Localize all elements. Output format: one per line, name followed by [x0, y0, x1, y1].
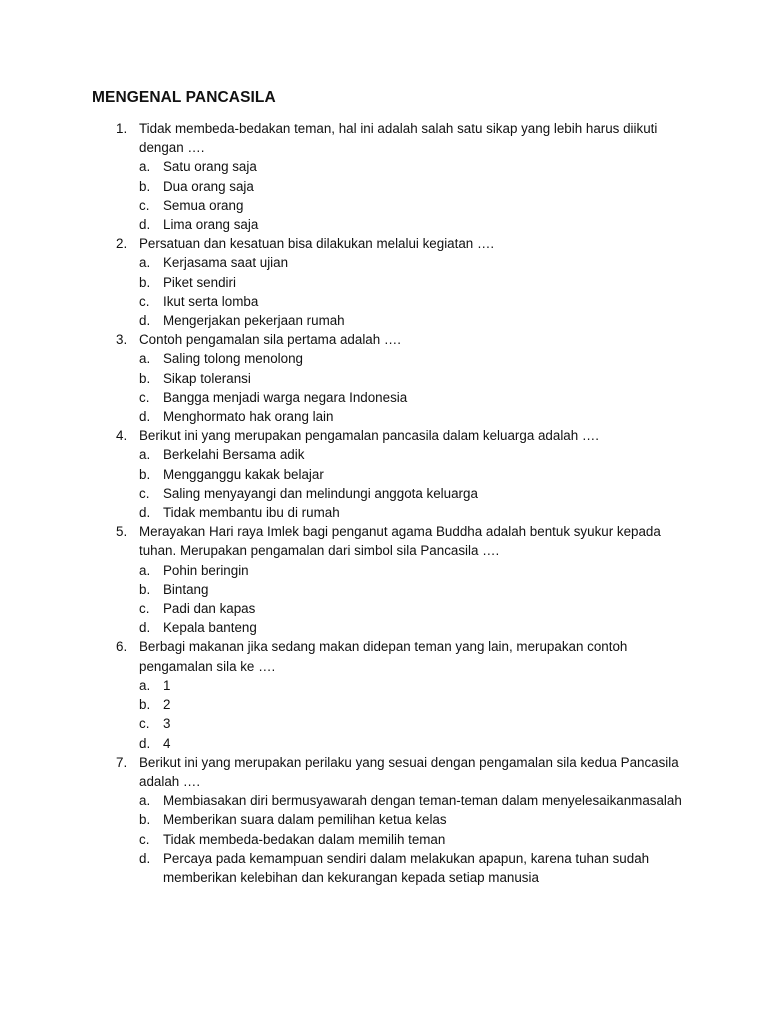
option-list [0, 157, 768, 234]
option-letter: b. [139, 812, 151, 828]
option-text: Bangga menjadi warga negara Indonesia [163, 389, 408, 405]
option-item [0, 388, 768, 407]
option-text: Kerjasama saat ujian [163, 255, 289, 271]
option-item [0, 465, 768, 484]
option-item [0, 253, 768, 272]
option-letter: c. [139, 293, 150, 309]
option-letter: d. [139, 850, 151, 866]
option-text: Memberikan suara dalam pemilihan ketua kelas [163, 812, 447, 828]
option-text: 1 [163, 677, 171, 693]
option-letter: d. [139, 505, 151, 521]
option-text: Kepala banteng [163, 620, 257, 636]
option-letter: a. [139, 159, 151, 175]
option-letter: b. [139, 697, 151, 713]
option-letter: b. [139, 274, 151, 290]
option-letter: c. [139, 389, 150, 405]
option-letter: d. [139, 735, 151, 751]
option-list [0, 561, 768, 638]
option-item [0, 791, 768, 810]
question-item [0, 637, 768, 752]
option-item [0, 196, 768, 215]
option-item [0, 407, 768, 426]
option-item [0, 830, 768, 849]
question-item [0, 330, 768, 426]
option-item [0, 561, 768, 580]
option-item [0, 734, 768, 753]
option-text: Pohin beringin [163, 562, 249, 578]
option-text: Dua orang saja [163, 178, 254, 194]
option-letter: a. [139, 255, 151, 271]
option-item [0, 484, 768, 503]
option-letter: b. [139, 370, 151, 386]
option-text: Membiasakan diri bermusyawarah dengan teman-teman dalam menyelesaikanmasalah [163, 793, 682, 809]
option-item [0, 445, 768, 464]
option-text: 4 [163, 735, 171, 751]
option-text: Piket sendiri [163, 274, 236, 290]
option-letter: a. [139, 793, 151, 809]
option-item [0, 177, 768, 196]
question-text: Merayakan Hari raya Imlek bagi penganut agama Buddha adalah bentuk syukur kepada tuhan. Merupakan pengamalan dari simbol sila Pancasila …. [139, 524, 661, 559]
option-letter: c. [139, 197, 150, 213]
option-letter: b. [139, 581, 151, 597]
option-list [0, 253, 768, 330]
option-item [0, 618, 768, 637]
option-text: Semua orang [163, 197, 244, 213]
option-item [0, 369, 768, 388]
question-item [0, 234, 768, 330]
option-item [0, 503, 768, 522]
question-number: 7. [116, 754, 128, 770]
option-letter: d. [139, 217, 151, 233]
option-text: Bintang [163, 581, 209, 597]
option-item [0, 695, 768, 714]
page-title: MENGENAL PANCASILA [92, 89, 276, 106]
question-number: 4. [116, 428, 128, 444]
option-text: Lima orang saja [163, 217, 259, 233]
option-letter: b. [139, 466, 151, 482]
question-text: Berbagi makanan jika sedang makan didepan teman yang lain, merupakan contoh pengamalan sila ke …. [139, 639, 628, 674]
option-letter: d. [139, 620, 151, 636]
option-item [0, 157, 768, 176]
option-item [0, 311, 768, 330]
option-letter: a. [139, 562, 151, 578]
question-text: Tidak membeda-bedakan teman, hal ini adalah salah satu sikap yang lebih harus diikuti dengan …. [139, 121, 658, 156]
question-number: 2. [116, 236, 128, 252]
option-item [0, 714, 768, 733]
question-number: 3. [116, 332, 128, 348]
option-list [0, 791, 768, 887]
option-text: Mengganggu kakak belajar [163, 466, 324, 482]
question-item [0, 119, 768, 234]
option-text: Mengerjakan pekerjaan rumah [163, 313, 345, 329]
option-text: Padi dan kapas [163, 601, 256, 617]
option-letter: a. [139, 677, 151, 693]
option-item [0, 349, 768, 368]
option-text: Saling menyayangi dan melindungi anggota keluarga [163, 485, 478, 501]
question-text: Persatuan dan kesatuan bisa dilakukan melalui kegiatan …. [139, 236, 495, 252]
question-number: 5. [116, 524, 128, 540]
question-text: Contoh pengamalan sila pertama adalah …. [139, 332, 402, 348]
option-item [0, 292, 768, 311]
option-text: Percaya pada kemampuan sendiri dalam melakukan apapun, karena tuhan sudah memberikan kelebihan dan kekurangan kepada setiap manusia [163, 850, 650, 885]
option-item [0, 849, 768, 887]
option-text: 3 [163, 716, 171, 732]
option-letter: c. [139, 601, 150, 617]
option-letter: a. [139, 447, 151, 463]
option-letter: c. [139, 485, 150, 501]
option-text: Menghormato hak orang lain [163, 409, 334, 425]
option-text: 2 [163, 697, 171, 713]
option-item [0, 676, 768, 695]
question-list [0, 119, 768, 887]
option-item [0, 215, 768, 234]
option-text: Ikut serta lomba [163, 293, 259, 309]
option-letter: c. [139, 831, 150, 847]
option-list [0, 676, 768, 753]
option-item [0, 580, 768, 599]
option-item [0, 599, 768, 618]
question-item [0, 753, 768, 887]
option-letter: b. [139, 178, 151, 194]
option-item [0, 273, 768, 292]
option-letter: c. [139, 716, 150, 732]
question-text: Berikut ini yang merupakan pengamalan pancasila dalam keluarga adalah …. [139, 428, 600, 444]
option-list [0, 349, 768, 426]
option-text: Sikap toleransi [163, 370, 251, 386]
option-item [0, 810, 768, 829]
question-number: 1. [116, 121, 128, 136]
option-text: Saling tolong menolong [163, 351, 303, 367]
option-list [0, 445, 768, 522]
question-item [0, 426, 768, 522]
option-text: Tidak membeda-bedakan dalam memilih teman [163, 831, 446, 847]
option-text: Satu orang saja [163, 159, 257, 175]
option-letter: d. [139, 313, 151, 329]
option-letter: a. [139, 351, 151, 367]
option-text: Berkelahi Bersama adik [163, 447, 305, 463]
question-item [0, 522, 768, 637]
question-number: 6. [116, 639, 128, 655]
question-text: Berikut ini yang merupakan perilaku yang sesuai dengan pengamalan sila kedua Pancasila adalah …. [139, 754, 679, 789]
option-letter: d. [139, 409, 151, 425]
option-text: Tidak membantu ibu di rumah [163, 505, 340, 521]
